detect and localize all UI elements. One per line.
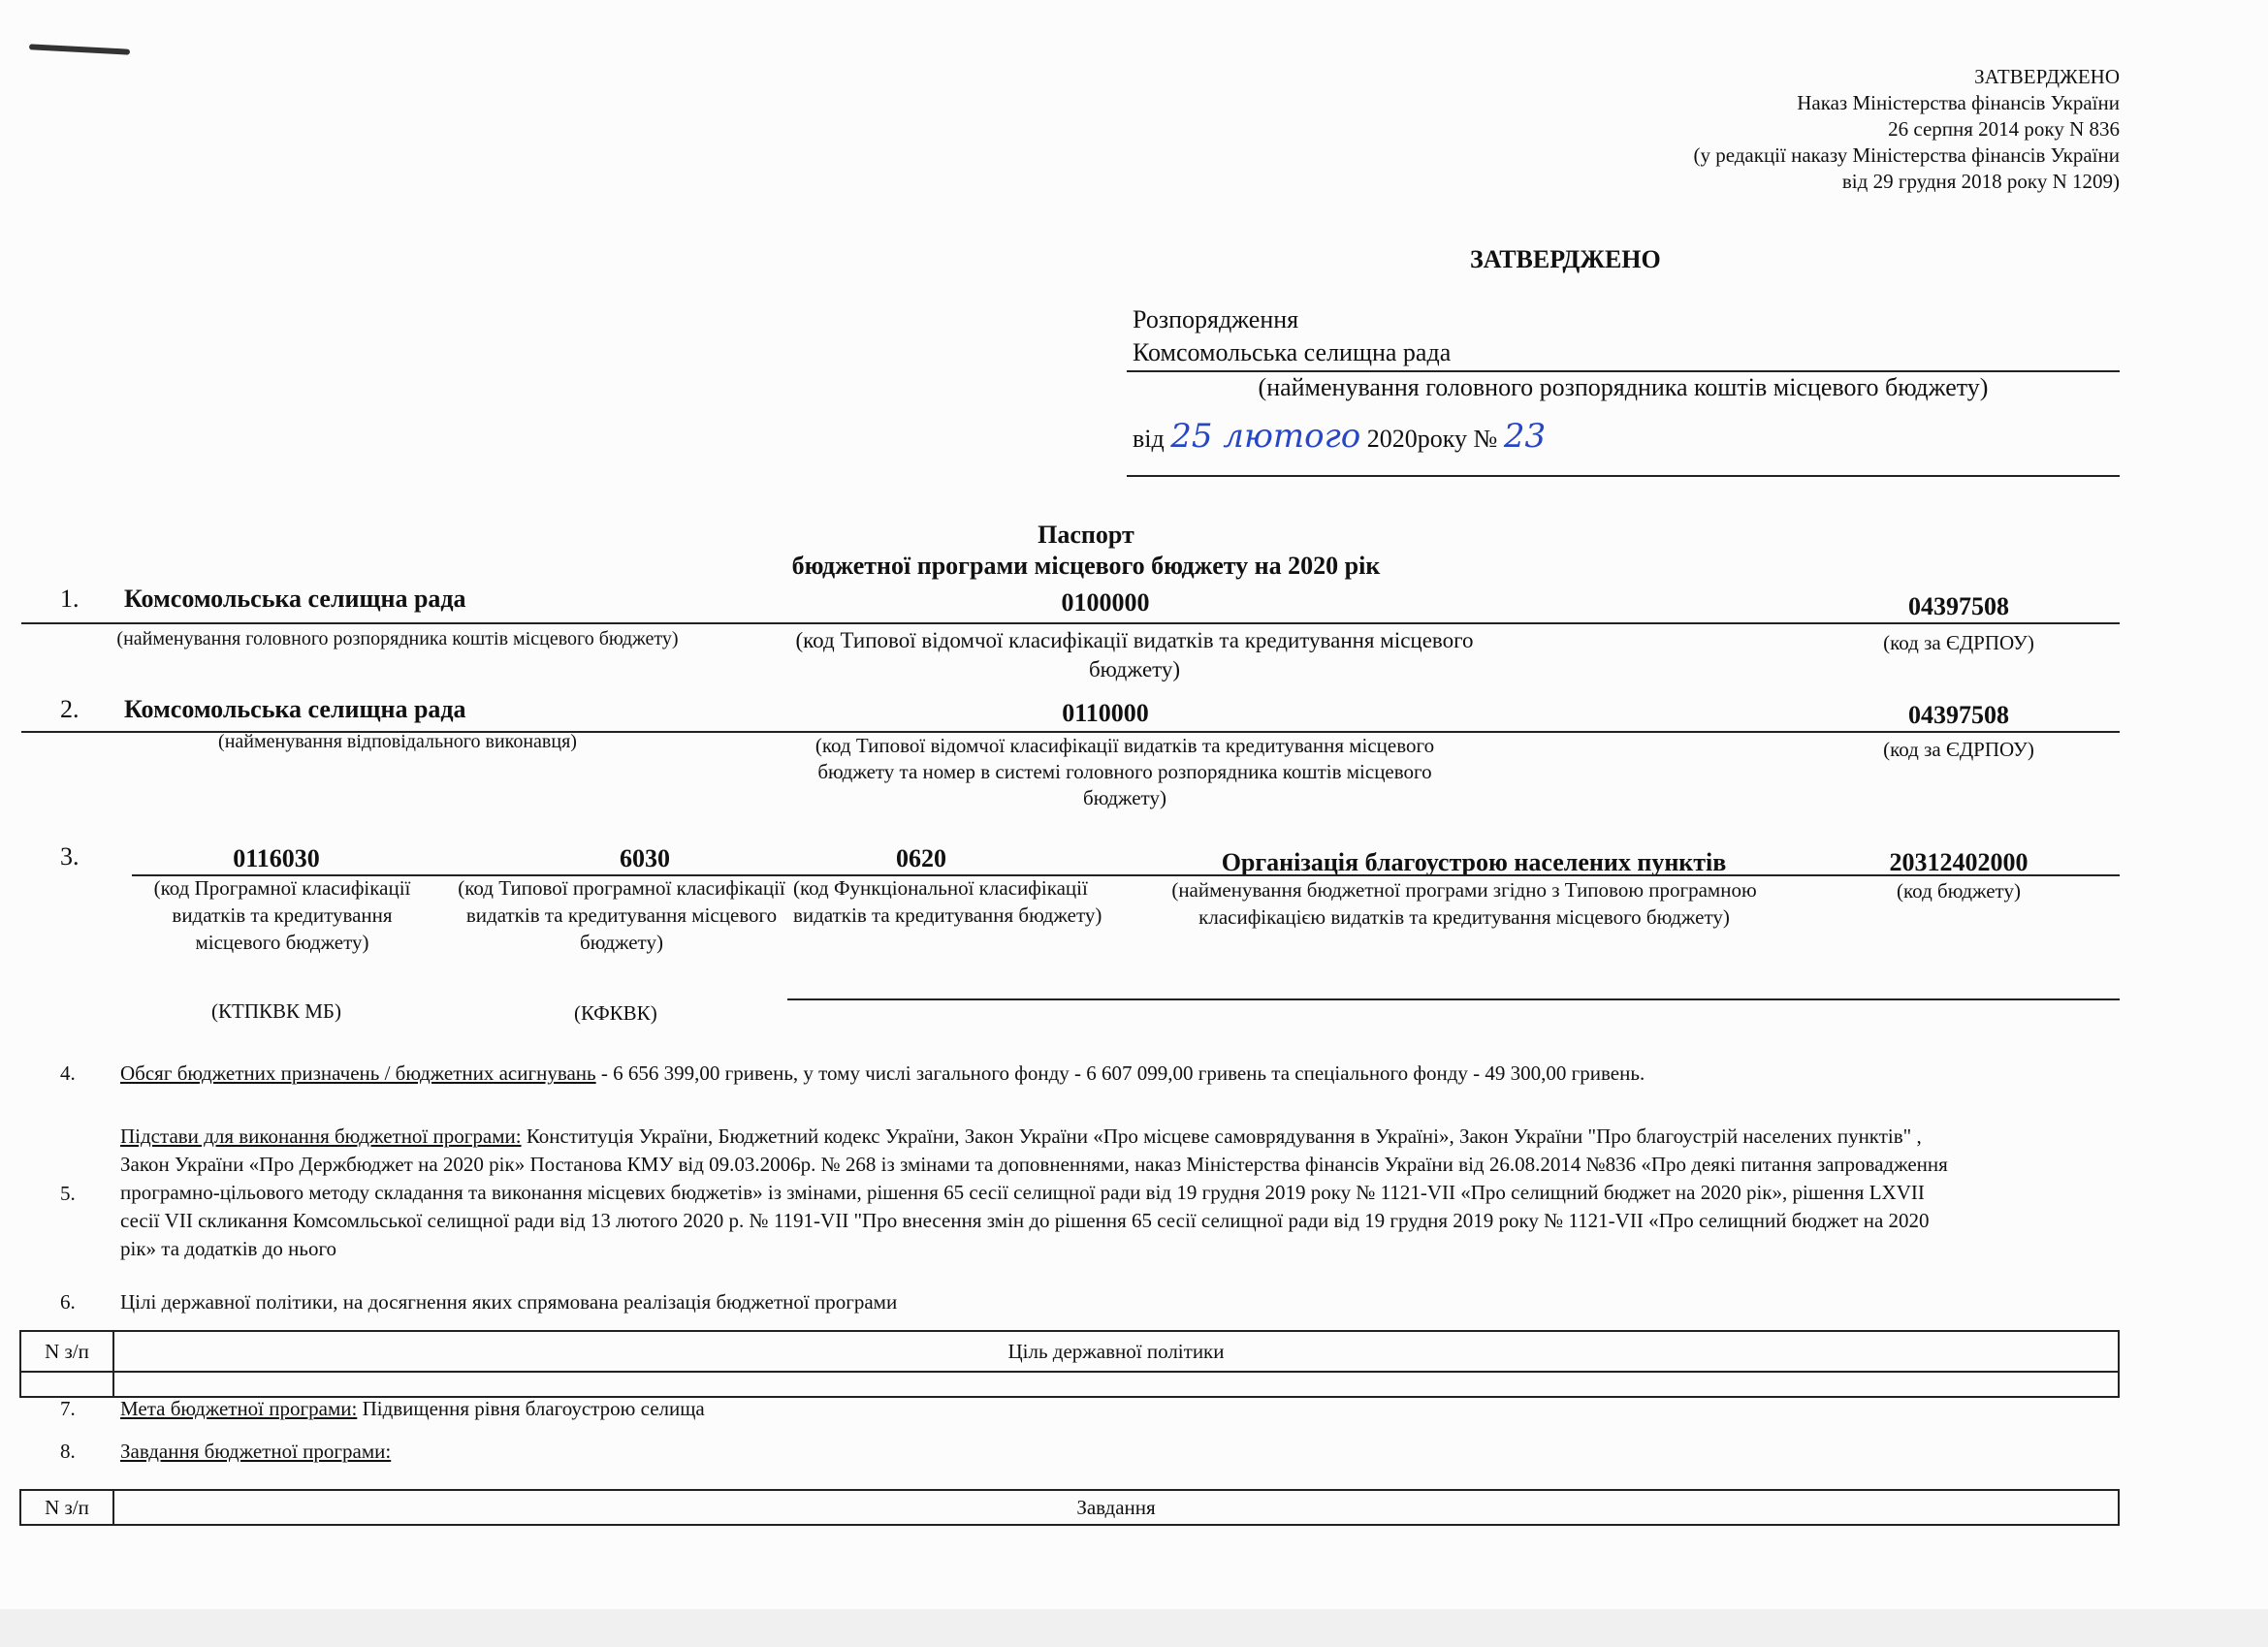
approval-top-line4: (у редакції наказу Міністерства фінансів України [1693, 143, 2120, 167]
scan-artifact [29, 44, 130, 54]
item8-num: 8. [60, 1440, 76, 1463]
row1-underline [21, 622, 2120, 624]
row2-edrpou: 04397508 [1908, 701, 2009, 729]
policy-col-num: N з/п [21, 1332, 114, 1371]
date-suffix: 2020року № [1366, 425, 1498, 453]
row1-cap-name: (найменування головного розпорядника коштів місцевого бюджету) [116, 628, 679, 649]
item7-label: Мета бюджетної програми: [120, 1397, 358, 1420]
policy-empty-row [21, 1371, 2118, 1398]
item4-line [120, 1061, 1645, 1087]
doc-title-line2: бюджетної програми місцевого бюджету на 2020 рік [791, 552, 1381, 580]
date-prefix: від [1133, 425, 1165, 453]
row1-cap-edrpou: (код за ЄДРПОУ) [1883, 631, 2034, 654]
row3-abbr1: (КТПКВК МБ) [211, 999, 341, 1023]
row3-num: 3. [60, 842, 80, 871]
approval-top-line5: від 29 грудня 2018 року N 1209) [1841, 170, 2120, 193]
item6-text: Цілі державної політики, на досягнення яких спрямована реалізація бюджетної програми [120, 1290, 898, 1314]
scan-bottom-edge [0, 1609, 2268, 1647]
row3-abbr2: (КФКВК) [574, 1001, 657, 1025]
date-underline [1127, 475, 2120, 477]
row2-cap-name: (найменування відповідального виконавця) [218, 731, 577, 752]
approval-main-line1: Розпорядження [1133, 305, 1299, 333]
row1-code: 0100000 [1061, 588, 1150, 617]
tasks-table [19, 1489, 2120, 1526]
number-handwritten: 23 [1503, 417, 1547, 456]
approval-top-line2: Наказ Міністерства фінансів України [1797, 91, 2120, 114]
row1-name: Комсомольська селищна рада [124, 585, 466, 613]
item4-label: Обсяг бюджетних призначень / бюджетних асигнувань [120, 1061, 596, 1085]
item4-num: 4. [60, 1061, 76, 1085]
item7-text: Підвищення рівня благоустрою селища [357, 1397, 705, 1420]
row1-num: 1. [60, 585, 80, 613]
row2-num: 2. [60, 695, 80, 723]
approval-top-block [1441, 64, 2120, 195]
item5-line4: сесії VII скликання Комсомльської селищної ради від 13 лютого 2020 р. № 1191-VII "Про внесення змін до рішення 65 сесії селищної ради від 19 грудня 2019 року № 1121-VII «Про селищний бюджет на 2020 [120, 1209, 1930, 1232]
row3-budget-code: 20312402000 [1889, 848, 2028, 876]
row3-ktpkvk: 0116030 [233, 844, 320, 872]
date-handwritten: 25 лютого [1170, 417, 1361, 456]
approval-top-line3: 26 серпня 2014 року N 836 [1888, 117, 2120, 141]
row3-cap-ktpkvk: (код Програмної класифікації видатків та кредитування місцевого бюджету) [153, 876, 411, 954]
item4-text: - 6 656 399,00 гривень, у тому числі загального фонду - 6 607 099,00 гривень та спеціального фонду - 49 300,00 гривень. [595, 1061, 1645, 1085]
policy-goals-table [19, 1330, 2120, 1398]
row3-program-name: Організація благоустрою населених пунктів [1221, 848, 1727, 876]
item5-line1: Конституція України, Бюджетний кодекс України, Закон України «Про місцеве самоврядування в Україні», Закон України "Про благоустрій населених пунктів" , [521, 1124, 1922, 1148]
approval-top-line1: ЗАТВЕРДЖЕНО [1974, 65, 2120, 88]
row2-cap-edrpou: (код за ЄДРПОУ) [1883, 738, 2034, 761]
row3-cap-func: (код Функціональної класифікації видатків та кредитування бюджету) [793, 876, 1102, 927]
doc-title-line1: Паспорт [1038, 521, 1134, 549]
row2-name: Комсомольська селищна рада [124, 695, 466, 723]
row3-cap-budget: (код бюджету) [1897, 879, 2021, 903]
row1-cap-code: (код Типової відомчої класифікації видатків та кредитування місцевого бюджету) [795, 628, 1474, 681]
policy-col-goal: Ціль державної політики [1007, 1339, 1225, 1363]
item5-line3: програмно-цільового методу складання та виконання місцевих бюджетів» із змінами, рішення 65 сесії селищної ради від 19 грудня 2019 року № 1121-VII «Про селищний бюджет на 2020 рік», рішення LXVII [120, 1181, 1925, 1204]
item5-label: Підстави для виконання бюджетної програми: [120, 1124, 522, 1148]
item5-line5: рік» та додатків до нього [120, 1237, 337, 1260]
row3-abbr-line [787, 998, 2120, 1000]
row3-kfkvk: 6030 [620, 844, 670, 872]
row2-cap-code: (код Типової відомчої класифікації видатків та кредитування місцевого бюджету та номер в системі головного розпорядника коштів місцевого бюджету) [815, 734, 1435, 809]
tasks-col-num: N з/п [21, 1491, 114, 1524]
item7-line [120, 1396, 705, 1422]
row3-cap-kfkvk: (код Типової програмної класифікації видатків та кредитування місцевого бюджету) [458, 876, 785, 954]
item6-num: 6. [60, 1290, 76, 1314]
row1-edrpou: 04397508 [1908, 592, 2009, 620]
row2-code: 0110000 [1062, 699, 1149, 727]
approval-main-line2: Комсомольська селищна рада [1133, 338, 1452, 366]
tasks-col-task: Завдання [1076, 1495, 1156, 1519]
item7-num: 7. [60, 1397, 76, 1420]
item5-body [120, 1123, 1948, 1263]
item5-num: 5. [60, 1182, 76, 1205]
item5-line2: Закон України «Про Держбюджет на 2020 рік» Постанова КМУ від 09.03.2006р. № 268 із змінами та доповненнями, наказ Міністерства фінансів України від 26.08.2014 №836 «Про деякі питання запровадження [120, 1153, 1948, 1176]
row3-cap-program: (найменування бюджетної програми згідно з Типовою програмною класифікацією видатків та кредитування місцевого бюджету) [1171, 878, 1757, 929]
row3-func: 0620 [896, 844, 946, 872]
approval-main-caption: (найменування головного розпорядника коштів місцевого бюджету) [1258, 373, 1989, 401]
approval-date-line [1133, 417, 1547, 456]
item8-label: Завдання бюджетної програми: [120, 1440, 392, 1463]
approval-main-title: ЗАТВЕРДЖЕНО [1470, 245, 1661, 273]
